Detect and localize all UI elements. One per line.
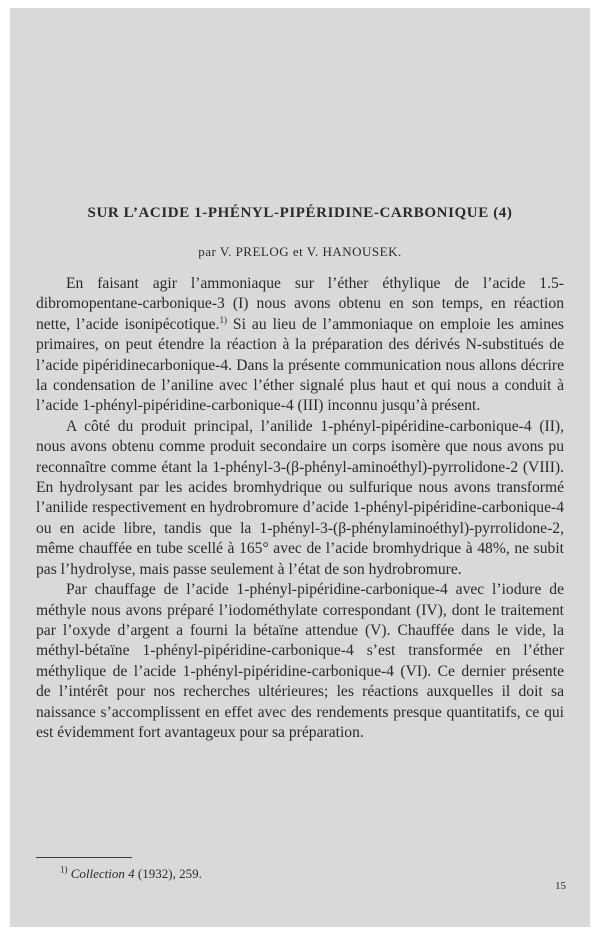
footnote-reference: 1)	[219, 314, 227, 325]
footnote-journal: Collection 4	[70, 866, 135, 881]
paragraph-1-text: En faisant agir l’ammoniaque sur l’éther éthylique de l’acide 1.5-dibromopentane-carbonique-3 (I) nous avons obtenu en son temps, en réaction nette, l’acide isonipécotique.	[36, 275, 564, 333]
footnote-details: (1932), 259.	[134, 866, 202, 881]
paragraph-1-continued: Si au lieu de l’ammoniaque on emploie les amines primaires, on peut étendre la réaction à la préparation des dérivés N-substitués de l’acide pipéridinecarbonique-4. Dans la présente communication nous allons décrire la condensation de l’aniline avec l’éther signalé plus haut et qui nous a conduit à l’acide 1-phényl-pipéridine-carbonique-4 (III) inconnu jusqu’à présent.	[36, 315, 564, 415]
footnote-marker: 1)	[60, 864, 68, 875]
journal-page	[10, 8, 590, 927]
footnote-divider	[36, 857, 132, 858]
article-title: SUR L’ACIDE 1-PHÉNYL-PIPÉRIDINE-CARBONIQUE (4)	[87, 205, 513, 221]
article-body	[36, 274, 564, 743]
paragraph-2: A côté du produit principal, l’anilide 1-phényl-pipéridine-carbonique-4 (II), nous avons obtenu comme produit secondaire un corps isomère que nous avons pu reconnaître comme étant la 1-phényl-3-(β-phényl-aminoéthyl)-pyrrolidone-2 (VIII). En hydrolysant par les acides bromhydrique ou sulfurique nous avons transformé l’anilide respectivement en hydrobromure d’acide 1-phényl-pipéridine-carbonique-4 ou en acide libre, tandis que la 1-phényl-3-(β-phénylaminoéthyl)-pyrrolidone-2, même chauffée en tube scellé à 165° avec de l’acide bromhydrique à 48%, ne subit pas l’hydrolyse, mais passe seulement à l’état de son hydrobromure.	[36, 417, 564, 578]
page-number: 15	[555, 880, 566, 892]
paragraph-1	[36, 274, 564, 417]
footnote	[60, 866, 202, 882]
paragraph-3: Par chauffage de l’acide 1-phényl-pipéridine-carbonique-4 avec l’iodure de méthyle nous avons préparé l’iodométhylate correspondant (IV), dont le traitement par l’oxyde d’argent a fourni la bétaïne attendue (V). Chauffée dans le vide, la méthyl-bétaïne 1-phényl-pipéridine-carbonique-4 s’est transformée en l’éther méthylique de l’acide 1-phényl-pipéridine-carbonique-4 (VI). Ce dernier présente de l’intérêt pour nos recherches ultérieures; les réactions auxquelles il doit sa naissance s’accomplissent en effet avec des rendements presque quantitatifs, ce qui est évidemment fort avantageux pour sa préparation.	[36, 581, 564, 741]
article-authors: par V. PRELOG et V. HANOUSEK.	[198, 244, 402, 259]
